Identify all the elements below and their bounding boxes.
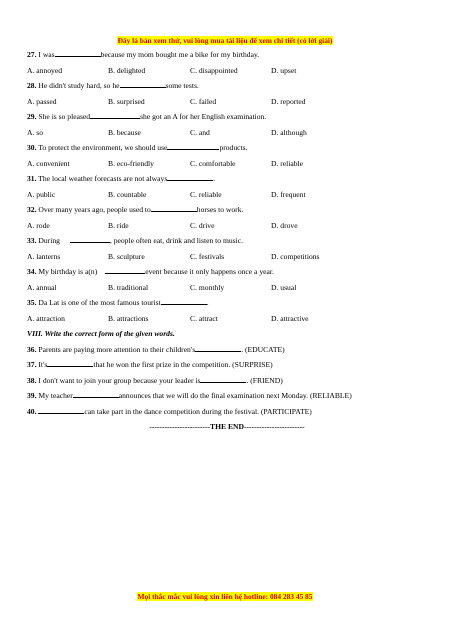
option-b: B. attractions (108, 313, 149, 323)
answer-blank (55, 48, 101, 57)
option-d: D. attractive (271, 313, 309, 323)
options-32 (27, 218, 427, 234)
option-c: C. drive (190, 220, 215, 230)
option-d: D. usual (271, 282, 297, 292)
exam-content (27, 47, 427, 435)
option-a: A. convenient (27, 158, 70, 168)
option-a: A. lanterns (27, 251, 61, 261)
answer-blank (167, 172, 213, 181)
option-c: C. reliable (190, 189, 222, 199)
options-35 (27, 311, 427, 327)
answer-blank (47, 358, 93, 367)
option-a: A. public (27, 189, 56, 199)
question-28: 28. He didn't study hard, so he some tests. (27, 81, 199, 90)
question-27: 27. I was because my mom bought me a bike for my birthday. (27, 50, 260, 59)
answer-blank (105, 265, 145, 274)
option-c: C. failed (190, 96, 217, 106)
question-34: 34. My birthday is a(n) event because it only happens once a year. (27, 267, 274, 276)
option-a: A. attraction (27, 313, 65, 323)
question-38: 38. I don't want to join your group because your leader is . (FRIEND) (27, 375, 283, 385)
option-a: A. passed (27, 96, 57, 106)
answer-blank (195, 343, 241, 352)
option-d: D. competitions (271, 251, 320, 261)
option-a: A. annual (27, 282, 57, 292)
option-c: C. festivals (190, 251, 225, 261)
answer-blank (200, 374, 246, 383)
footer-notice: Mọi thắc mắc vui lòng xin liên hệ hotline: 084 283 45 85 (137, 592, 313, 601)
option-b: B. because (108, 127, 141, 137)
answer-blank (151, 203, 197, 212)
options-33 (27, 249, 427, 265)
answer-blank (73, 389, 119, 398)
option-c: C. attract (190, 313, 218, 323)
option-b: B. eco-friendly (108, 158, 154, 168)
option-d: D. upset (271, 65, 297, 75)
question-39: 39. My teacher announces that we will do the final examination next Monday. (RELIABLE) (27, 391, 352, 400)
question-40: 40. can take part in the dance competition during the festival. (PARTICIPATE) (27, 406, 312, 416)
option-d: D. drove (271, 220, 298, 230)
options-27 (27, 63, 427, 79)
option-b: B. countable (108, 189, 147, 199)
answer-blank (38, 405, 84, 414)
option-d: D. frequent (271, 189, 306, 199)
option-c: C. monthly (190, 282, 225, 292)
option-b: B. sculpture (108, 251, 145, 261)
question-30: 30. To protect the environment, we should use products. (27, 143, 248, 152)
option-d: D. reported (271, 96, 306, 106)
option-b: B. ride (108, 220, 129, 230)
option-b: B. traditional (108, 282, 149, 292)
question-35: 35. Da Lat is one of the most famous tourist . (27, 298, 209, 307)
option-a: A. rode (27, 220, 50, 230)
answer-blank (70, 234, 110, 243)
header-notice: Đây là bản xem thử, vui lòng mua tài liệu để xem chi tiết (có lời giải) (117, 36, 333, 45)
answer-blank (90, 110, 140, 119)
options-34 (27, 280, 427, 296)
options-28 (27, 94, 427, 110)
option-c: C. and (190, 127, 210, 137)
option-b: B. surprised (108, 96, 145, 106)
question-37: 37. It's that he won the first prize in the competition. (SURPRISE) (27, 360, 273, 369)
question-36: 36. Parents are paying more attention to their children's . (EDUCATE) (27, 344, 285, 354)
option-d: D. although (271, 127, 307, 137)
option-a: A. so (27, 127, 44, 137)
end-marker: ------------------------THE END------------------------ (149, 422, 305, 431)
option-b: B. delighted (108, 65, 146, 75)
option-d: D. reliable (271, 158, 304, 168)
question-29: 29. She is so pleased she got an A for her English examination. (27, 112, 267, 121)
options-31 (27, 187, 427, 203)
options-30 (27, 156, 427, 172)
question-33: 33. During , people often eat, drink and listen to music. (27, 236, 243, 245)
question-32: 32. Over many years ago, people used to horses to work. (27, 205, 244, 214)
options-29 (27, 125, 427, 141)
option-a: A. annoyed (27, 65, 63, 75)
answer-blank (167, 141, 219, 150)
question-31: 31. The local weather forecasts are not always . (27, 174, 216, 183)
option-c: C. comfortable (190, 158, 236, 168)
section-title: VIII. Write the correct form of the given words. (27, 329, 175, 338)
option-c: C. disappointed (190, 65, 238, 75)
answer-blank (161, 296, 207, 305)
answer-blank (120, 79, 166, 88)
